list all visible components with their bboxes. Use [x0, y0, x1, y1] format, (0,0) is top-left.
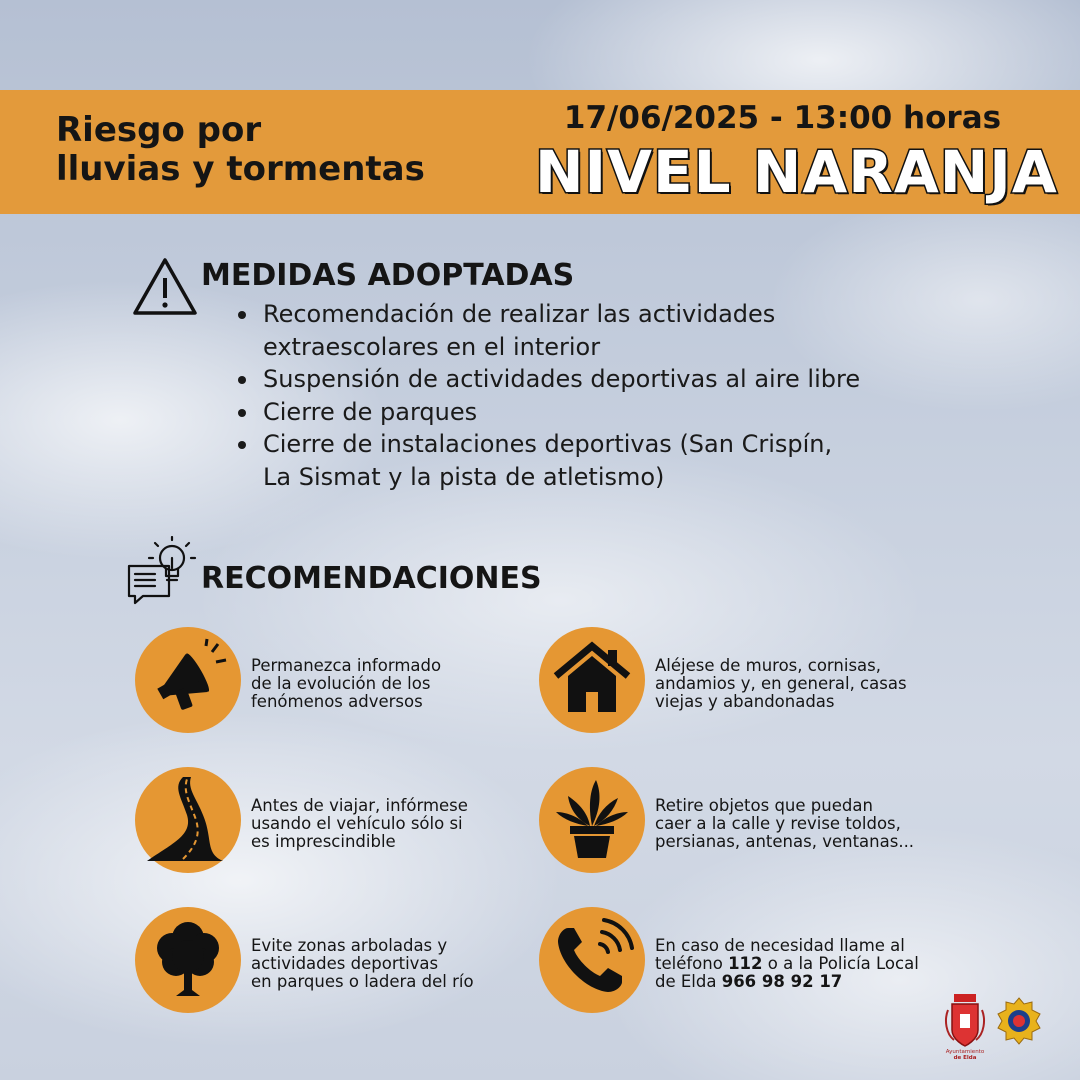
rec6-line3-pre: de Elda: [655, 972, 722, 991]
measure-item-1-line2: extraescolares en el interior: [263, 332, 601, 361]
emergency-number: 112: [728, 954, 763, 973]
rec1-line3: fenómenos adversos: [251, 692, 423, 711]
measure-item-3: Cierre de parques: [263, 397, 478, 426]
rec5-line1: Evite zonas arboladas y: [251, 936, 448, 955]
ayuntamiento-elda-logo: [940, 990, 990, 1060]
lightbulb-document-icon: [125, 536, 197, 606]
rec4-line3: persianas, antenas, ventanas...: [655, 832, 915, 851]
recommendation-item: [539, 767, 969, 877]
road-icon: [143, 773, 233, 867]
measure-item-2: Suspensión de actividades deportivas al aire libre: [263, 365, 861, 393]
recommendation-text: [655, 797, 965, 851]
recommendation-text: [655, 657, 965, 711]
plant-pot-icon: [550, 776, 634, 864]
rec6-line1: En caso de necesidad llame al: [655, 936, 905, 955]
measure-item: [238, 298, 958, 363]
rec5-line3: en parques o ladera del río: [251, 972, 474, 991]
tree-icon: [146, 916, 230, 1004]
rec2-line3: viejas y abandonadas: [655, 692, 835, 711]
rec6-line2-pre: teléfono: [655, 954, 729, 973]
recommendation-text: [655, 937, 965, 991]
rec3-line1: Antes de viajar, infórmese: [251, 796, 468, 815]
header-subtitle-line1: Riesgo por: [56, 110, 262, 150]
warning-triangle-icon: [131, 256, 199, 318]
policia-local-badge-logo: [996, 996, 1042, 1046]
recommendation-item: [135, 627, 565, 737]
rec6-line2-post: o a la Policía Local: [762, 954, 919, 973]
measure-item-1-line1: Recomendación de realizar las actividades: [263, 300, 776, 328]
footer-logos: [940, 990, 1030, 1060]
rec6-line3: [655, 973, 965, 991]
header-subtitle-line2: lluvias y tormentas: [56, 149, 425, 189]
megaphone-icon: [146, 636, 230, 724]
measure-item: [238, 396, 958, 429]
measures-title: MEDIDAS ADOPTADAS: [201, 258, 575, 293]
house-icon: [550, 636, 634, 724]
recommendation-circle: [135, 907, 241, 1013]
rec1-line1: Permanezca informado: [251, 656, 442, 675]
measure-item: [238, 363, 958, 396]
recommendation-circle: [539, 907, 645, 1013]
svg-text:Ayuntamiento: Ayuntamiento: [945, 1049, 985, 1055]
recommendations-title: RECOMENDACIONES: [201, 561, 542, 596]
rec6-line2: [655, 955, 965, 973]
rec3-line2: usando el vehículo sólo si: [251, 814, 463, 833]
rec5-line2: actividades deportivas: [251, 954, 439, 973]
rec4-line2: caer a la calle y revise toldos,: [655, 814, 901, 833]
header-date: 17/06/2025 - 13:00 horas: [563, 100, 1002, 136]
recommendation-item: [539, 907, 969, 1017]
recommendation-item: [539, 627, 969, 737]
recommendation-circle: [539, 627, 645, 733]
recommendation-text: [251, 797, 561, 851]
recommendation-text: [251, 657, 561, 711]
recommendation-circle: [135, 627, 241, 733]
recommendation-item: [135, 767, 565, 877]
phone-icon: [550, 916, 634, 1004]
rec3-line3: es imprescindible: [251, 832, 396, 851]
recommendation-circle: [135, 767, 241, 873]
rec4-line1: Retire objetos que puedan: [655, 796, 873, 815]
measure-item-4-line1: Cierre de instalaciones deportivas (San Crispín,: [263, 430, 833, 458]
measure-item-4-line2: La Sismat y la pista de atletismo): [263, 462, 665, 491]
police-phone-number: 966 98 92 17: [721, 972, 843, 991]
recommendation-item: [135, 907, 565, 1017]
recommendation-text: [251, 937, 561, 991]
measure-item: [238, 428, 958, 493]
measures-list: [238, 298, 958, 493]
rec2-line2: andamios y, en general, casas: [655, 674, 907, 693]
recommendation-circle: [539, 767, 645, 873]
svg-text:de Elda: de Elda: [953, 1055, 977, 1060]
rec1-line2: de la evolución de los: [251, 674, 431, 693]
alert-level: NIVEL NARANJA: [535, 138, 1058, 206]
rec2-line1: Aléjese de muros, cornisas,: [655, 656, 882, 675]
